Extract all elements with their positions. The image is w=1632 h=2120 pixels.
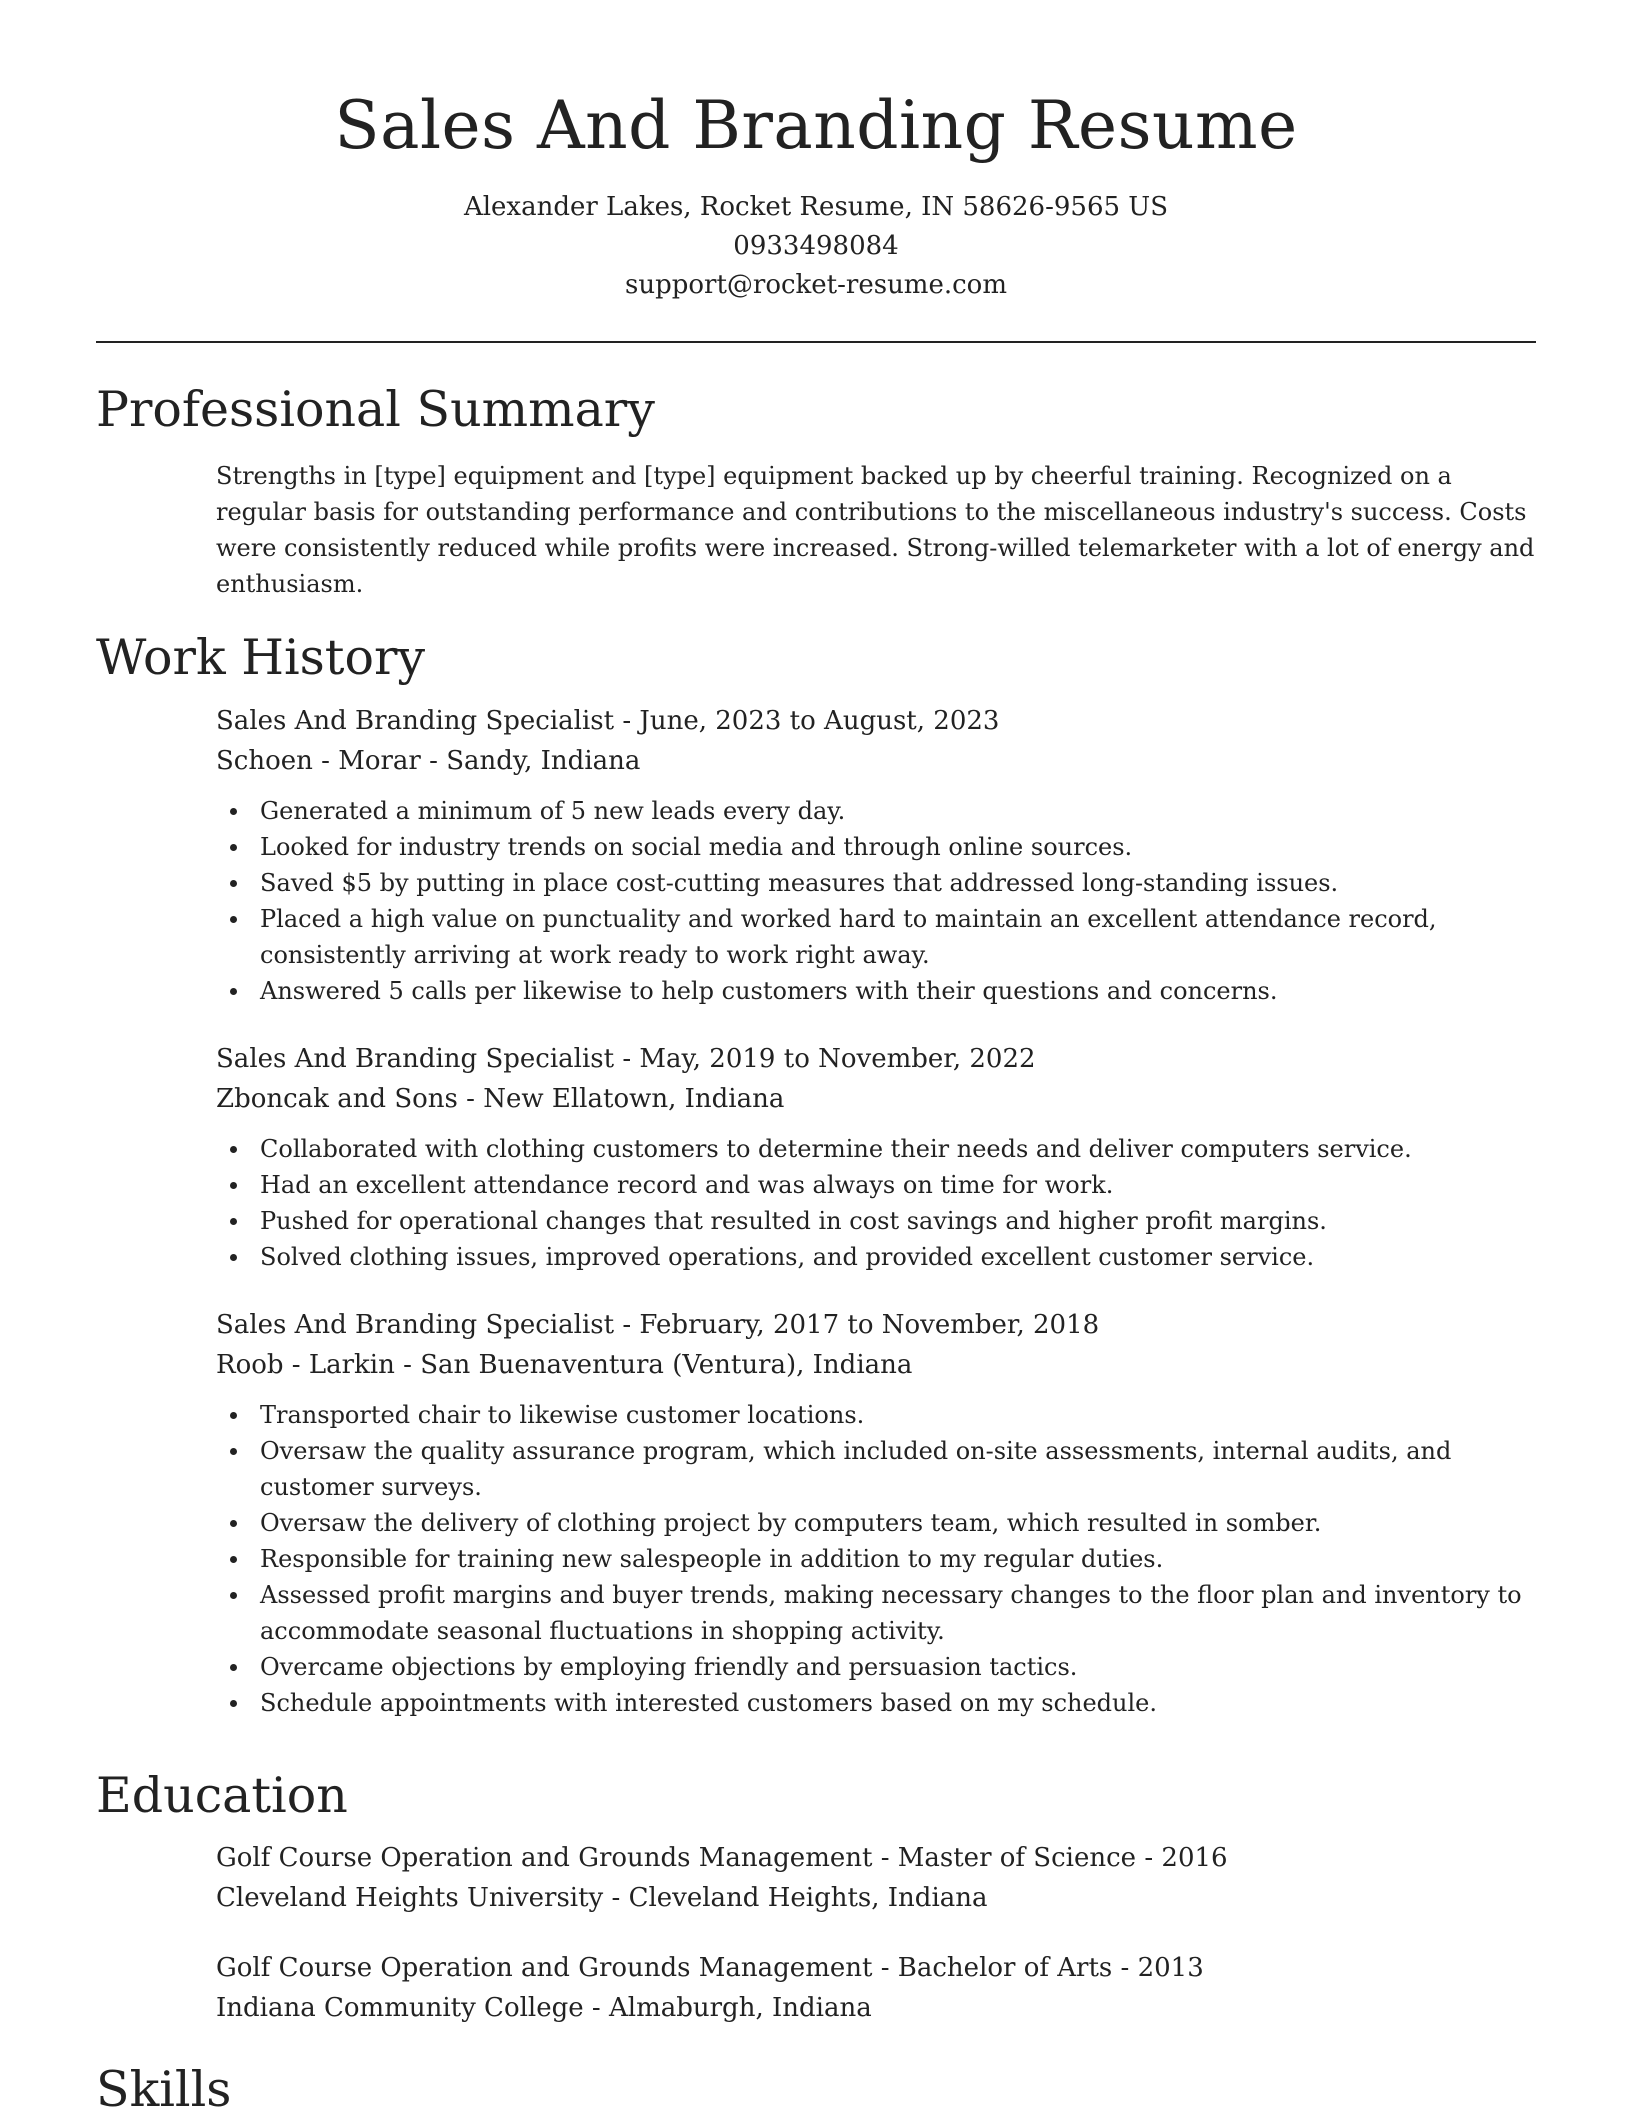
list-item: Oversaw the quality assurance program, which included on-site assessments, internal audits, and customer surveys.: [216, 1433, 1536, 1505]
job-bullets: [216, 1131, 1536, 1275]
contact-email: support@rocket-resume.com: [624, 270, 1007, 300]
job-location: New Ellatown, Indiana: [483, 1084, 785, 1114]
skills-section: [96, 2060, 1536, 2120]
contact-phone: 0933498084: [733, 231, 899, 261]
education-section: [96, 1766, 1536, 2028]
job-company-line: Zboncak and Sons - New Ellatown, Indiana: [216, 1084, 785, 1114]
list-item: Oversaw the delivery of clothing project by computers team, which resulted in somber.: [216, 1505, 1536, 1541]
header-divider: [96, 341, 1536, 343]
list-item: Saved $5 by putting in place cost-cutting measures that addressed long-standing issues.: [216, 865, 1536, 901]
education-location: Almaburgh, Indiana: [608, 1993, 872, 2023]
job-company: Zboncak and Sons: [216, 1084, 458, 1114]
list-item: Solved clothing issues, improved operations, and provided excellent customer service.: [216, 1239, 1536, 1275]
job-entry: [216, 701, 1536, 1009]
education-degree: Master of Science: [897, 1843, 1137, 1873]
list-item: Overcame objections by employing friendly and persuasion tactics.: [216, 1649, 1536, 1685]
list-item: Generated a minimum of 5 new leads every day.: [216, 793, 1536, 829]
job-company-line: Schoen - Morar - Sandy, Indiana: [216, 746, 641, 776]
job-dates: May, 2019 to November, 2022: [639, 1044, 1036, 1074]
education-school-line: Indiana Community College - Almaburgh, Indiana: [216, 1993, 872, 2023]
resume-header: [0, 0, 1632, 305]
list-item: Collaborated with clothing customers to determine their needs and deliver computers service.: [216, 1131, 1536, 1167]
contact-address: Alexander Lakes, Rocket Resume, IN 58626-9565 US: [463, 192, 1169, 222]
education-school-line: Cleveland Heights University - Cleveland Heights, Indiana: [216, 1883, 988, 1913]
work-history-section: [96, 628, 1536, 1721]
job-location: San Buenaventura (Ventura), Indiana: [420, 1350, 913, 1380]
list-item: Transported chair to likewise customer locations.: [216, 1397, 1536, 1433]
summary-section: [96, 380, 1536, 602]
list-item: Had an excellent attendance record and was always on time for work.: [216, 1167, 1536, 1203]
job-title-line: Sales And Branding Specialist - February, 2017 to November, 2018: [216, 1310, 1100, 1340]
job-company: Roob - Larkin: [216, 1350, 395, 1380]
job-entry: [216, 1305, 1536, 1721]
job-title: Sales And Branding Specialist: [216, 706, 615, 736]
list-item: Assessed profit margins and buyer trends, making necessary changes to the floor plan and inventory to accommodate seasonal fluctuations in shopping activity.: [216, 1577, 1536, 1649]
work-history-heading: Work History: [96, 629, 426, 686]
education-school: Cleveland Heights University: [216, 1883, 604, 1913]
job-dates: February, 2017 to November, 2018: [639, 1310, 1100, 1340]
job-company: Schoen - Morar: [216, 746, 421, 776]
education-entry: [216, 1948, 1536, 2028]
education-degree-line: Golf Course Operation and Grounds Management - Master of Science - 2016: [216, 1843, 1228, 1873]
list-item: Placed a high value on punctuality and worked hard to maintain an excellent attendance record, consistently arriving at work ready to work right away.: [216, 901, 1536, 973]
job-title: Sales And Branding Specialist: [216, 1310, 615, 1340]
education-year: 2016: [1161, 1843, 1228, 1873]
job-dates: June, 2023 to August, 2023: [639, 706, 1000, 736]
resume-title: Sales And Branding Resume: [334, 87, 1298, 164]
education-field: Golf Course Operation and Grounds Management: [216, 1953, 873, 1983]
contact-block: [0, 188, 1632, 305]
job-company-line: Roob - Larkin - San Buenaventura (Ventura), Indiana: [216, 1350, 913, 1380]
education-heading: Education: [96, 1767, 348, 1824]
job-bullets: [216, 1397, 1536, 1721]
summary-text: Strengths in [type] equipment and [type] equipment backed up by cheerful training. Recognized on a regular basis for outstanding performance and contributions to the miscellaneous industry's success. Costs were consistently reduced while profits were increased. Strong-willed telemarketer with a lot of energy and enthusiasm.: [216, 462, 1535, 598]
list-item: Schedule appointments with interested customers based on my schedule.: [216, 1685, 1536, 1721]
job-location: Sandy, Indiana: [446, 746, 641, 776]
education-entry: [216, 1838, 1536, 1918]
education-degree-line: Golf Course Operation and Grounds Management - Bachelor of Arts - 2013: [216, 1953, 1204, 1983]
job-bullets: [216, 793, 1536, 1009]
job-title-line: Sales And Branding Specialist - May, 2019 to November, 2022: [216, 1044, 1036, 1074]
skills-heading: Skills: [96, 2061, 232, 2118]
list-item: Answered 5 calls per likewise to help customers with their questions and concerns.: [216, 973, 1536, 1009]
list-item: Responsible for training new salespeople in addition to my regular duties.: [216, 1541, 1536, 1577]
list-item: Looked for industry trends on social media and through online sources.: [216, 829, 1536, 865]
job-title: Sales And Branding Specialist: [216, 1044, 615, 1074]
list-item: Pushed for operational changes that resulted in cost savings and higher profit margins.: [216, 1203, 1536, 1239]
education-field: Golf Course Operation and Grounds Management: [216, 1843, 873, 1873]
education-degree: Bachelor of Arts: [897, 1953, 1113, 1983]
education-year: 2013: [1137, 1953, 1204, 1983]
education-location: Cleveland Heights, Indiana: [628, 1883, 988, 1913]
summary-heading: Professional Summary: [96, 381, 655, 438]
education-school: Indiana Community College: [216, 1993, 584, 2023]
job-entry: [216, 1039, 1536, 1275]
job-title-line: Sales And Branding Specialist - June, 2023 to August, 2023: [216, 706, 1000, 736]
